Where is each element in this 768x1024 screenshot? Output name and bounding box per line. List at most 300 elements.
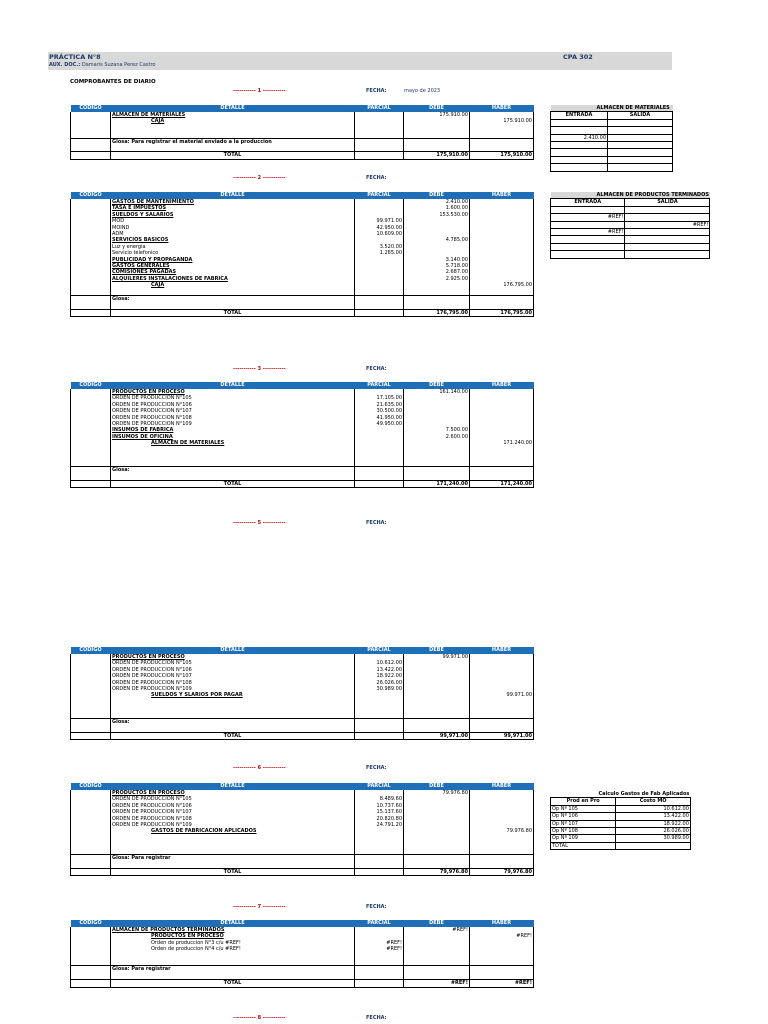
- codigo-cell: [71, 152, 111, 159]
- side-cell: [608, 134, 673, 141]
- parcial-cell: 41.950.00: [355, 415, 404, 421]
- side-row: [551, 214, 710, 221]
- total-debe: 175,910.00: [404, 152, 470, 159]
- detalle-cell: SUELDOS Y SALARIOS: [111, 212, 355, 218]
- side-cell: [551, 156, 608, 163]
- detalle-cell: SERVICIOS BASICOS: [111, 237, 355, 243]
- detalle-cell: [111, 459, 355, 466]
- blank-cell: [355, 861, 404, 868]
- column-header: DETALLE: [111, 105, 355, 112]
- glosa-text: Glosa:: [111, 296, 355, 303]
- side-col: SALIDA: [608, 112, 673, 119]
- parcial-cell: [355, 848, 404, 855]
- haber-cell: [470, 466, 534, 473]
- column-header: PARCIAL: [355, 647, 404, 654]
- side-title: ALMACEN DE PRODUCTOS TERMINADOS: [551, 192, 710, 199]
- blank-cell: [111, 302, 355, 309]
- column-header: DETALLE: [111, 647, 355, 654]
- haber-cell: [470, 855, 534, 862]
- codigo-cell: [71, 138, 111, 145]
- detalle-cell: ALMACEN DE MATERIALES: [111, 440, 355, 446]
- side-col: SALIDA: [625, 199, 710, 206]
- debe-cell: 175.910.00: [404, 112, 470, 118]
- codigo-cell: [71, 309, 111, 316]
- column-header: HABER: [470, 920, 534, 927]
- debe-cell: 3.140.00: [404, 257, 470, 263]
- column-header: CODIGO: [71, 920, 111, 927]
- parcial-cell: 26.026.00: [355, 680, 404, 686]
- detalle-cell: ORDEN DE PRODUCCION N°109: [111, 421, 355, 427]
- parcial-cell: #REF!: [355, 946, 404, 952]
- blank-cell: [71, 861, 111, 868]
- side-col: ENTRADA: [551, 112, 608, 119]
- journal-table-6: [70, 783, 534, 876]
- side-cell: [625, 214, 710, 221]
- column-header: DETALLE: [111, 920, 355, 927]
- blank-cell: [355, 473, 404, 480]
- fecha-label: FECHA:: [366, 765, 387, 771]
- blank-cell: [404, 725, 470, 732]
- entry-number: ----------- 2 -----------: [233, 175, 286, 181]
- side-cell: [608, 119, 673, 126]
- parcial-cell: [355, 712, 404, 719]
- side-cell: Op Nº 107: [551, 820, 616, 827]
- blank-cell: [470, 473, 534, 480]
- header-row: [71, 192, 534, 199]
- side-row: [551, 236, 710, 243]
- debe-cell: [404, 131, 470, 138]
- side-row: [551, 221, 710, 228]
- debe-cell: [404, 466, 470, 473]
- column-header: DEBE: [404, 382, 470, 389]
- column-header: DEBE: [404, 192, 470, 199]
- parcial-cell: 21.635.00: [355, 402, 404, 408]
- entry-number: ----------- 7 -----------: [233, 904, 286, 910]
- side-cell: [551, 149, 608, 156]
- side-title: Calculo Gastos de Fab Aplicados: [598, 791, 690, 797]
- total-label: TOTAL: [111, 480, 355, 487]
- detalle-cell: [111, 131, 355, 138]
- detalle-cell: ORDEN DE PRODUCCION N°108: [111, 816, 355, 822]
- detalle-cell: INSUMOS DE OFICINA: [111, 434, 355, 440]
- column-header: CODIGO: [71, 105, 111, 112]
- haber-cell: [470, 848, 534, 855]
- side-row: [551, 149, 673, 156]
- blank-cell: [404, 302, 470, 309]
- side-title: ALMACÉN DE MATERIALES: [551, 105, 673, 112]
- parcial-cell: [355, 868, 404, 875]
- side-cell: 18.922.00: [616, 820, 691, 827]
- side-row: [551, 229, 710, 236]
- detalle-cell: PUBLICIDAD Y PROPAGANDA: [111, 257, 355, 263]
- aux-name: Damaris Suzana Perez Castro: [81, 62, 156, 68]
- side-cell: [551, 127, 608, 134]
- detalle-cell: [111, 848, 355, 855]
- detalle-cell: PRODUCTOS EN PROCESO: [111, 933, 355, 939]
- side-cell: [551, 243, 625, 250]
- parcial-cell: 49.950.00: [355, 421, 404, 427]
- glosa-row: [71, 466, 534, 473]
- side-cell: [551, 164, 608, 171]
- column-header: HABER: [470, 192, 534, 199]
- blank-cell: [71, 145, 111, 152]
- column-header: DEBE: [404, 920, 470, 927]
- glosa-text: Glosa:: [111, 466, 355, 473]
- parcial-cell: [355, 459, 404, 466]
- detalle-cell: SUELDOS Y SLARIOS POR PAGAR: [111, 692, 355, 698]
- column-header: CODIGO: [71, 783, 111, 790]
- total-label: TOTAL: [111, 868, 355, 875]
- parcial-cell: 17.105.00: [355, 395, 404, 401]
- blank-cell: [404, 473, 470, 480]
- haber-cell: 79.976.80: [470, 828, 534, 834]
- total-row: [71, 309, 534, 316]
- column-header: DEBE: [404, 105, 470, 112]
- parcial-cell: [355, 719, 404, 726]
- parcial-cell: 24.791.20: [355, 822, 404, 828]
- side-row: [551, 206, 710, 213]
- codigo-cell: [71, 459, 111, 466]
- side-cell: [625, 251, 710, 258]
- side-col: Prod en Pro: [551, 798, 616, 805]
- detalle-cell: ORDEN DE PRODUCCION N°108: [111, 415, 355, 421]
- column-header: PARCIAL: [355, 783, 404, 790]
- column-header: PARCIAL: [355, 105, 404, 112]
- total-row: [71, 868, 534, 875]
- debe-cell: [404, 296, 470, 303]
- side-row: [551, 119, 673, 126]
- blank-cell: [71, 473, 111, 480]
- side-cell: [551, 236, 625, 243]
- course-code: CPA 302: [563, 53, 593, 61]
- header-row: [71, 783, 534, 790]
- side-row: [551, 156, 673, 163]
- side-cell: 26.026.00: [616, 828, 691, 835]
- total-label: TOTAL: [111, 152, 355, 159]
- side-cell: 13.422.00: [616, 813, 691, 820]
- parcial-cell: [355, 152, 404, 159]
- column-header: DETALLE: [111, 382, 355, 389]
- debe-cell: [404, 459, 470, 466]
- journal-table-2: [70, 192, 534, 317]
- haber-cell: [470, 959, 534, 966]
- glosa-row: [71, 855, 534, 862]
- fecha-label: FECHA:: [366, 520, 387, 526]
- detalle-cell: Orden de produccion N°4 c/u #REF!: [111, 946, 355, 952]
- total-label: TOTAL: [111, 732, 355, 739]
- side-title-row: [551, 192, 710, 199]
- blank-cell: [71, 725, 111, 732]
- column-header: DEBE: [404, 647, 470, 654]
- side-cell: [625, 206, 710, 213]
- fecha-label: FECHA:: [366, 175, 387, 181]
- side-cell: [551, 251, 625, 258]
- total-haber: 175,910.00: [470, 152, 534, 159]
- codigo-cell: [71, 480, 111, 487]
- side-row: [551, 243, 710, 250]
- debe-cell: [404, 959, 470, 966]
- side-cell: Op Nº 106: [551, 813, 616, 820]
- journal-row: [71, 848, 534, 855]
- total-debe: 176,795.00: [404, 309, 470, 316]
- haber-cell: [470, 459, 534, 466]
- parcial-cell: 10.737.60: [355, 803, 404, 809]
- side-cell: TOTAL: [551, 842, 616, 849]
- entry-number: ----------- 3 -----------: [233, 366, 286, 372]
- debe-cell: [404, 289, 470, 296]
- glosa-row: [71, 719, 534, 726]
- blank-cell: [111, 861, 355, 868]
- blank-cell: [111, 473, 355, 480]
- journal-table-5: [70, 647, 534, 740]
- detalle-cell: GASTOS DE MANTENIMIENTO: [111, 199, 355, 205]
- side-col-header: [551, 112, 673, 119]
- side-cell: [551, 142, 608, 149]
- codigo-cell: [71, 712, 111, 719]
- side-col: Costo MO: [616, 798, 691, 805]
- detalle-cell: ORDEN DE PRODUCCION N°109: [111, 822, 355, 828]
- detalle-cell: ORDEN DE PRODUCCION N°107: [111, 809, 355, 815]
- parcial-cell: [355, 466, 404, 473]
- debe-cell: [404, 712, 470, 719]
- total-debe: 171,240.00: [404, 480, 470, 487]
- side-col-header: [551, 798, 691, 805]
- side-cell: [616, 842, 691, 849]
- parcial-cell: [355, 289, 404, 296]
- fecha-label: FECHA:: [366, 366, 387, 372]
- detalle-cell: TASA E IMPUESTOS: [111, 205, 355, 211]
- codigo-cell: [71, 959, 111, 966]
- haber-cell: [470, 138, 534, 145]
- side-row: [551, 251, 710, 258]
- detalle-cell: [111, 959, 355, 966]
- parcial-cell: 10.612.00: [355, 660, 404, 666]
- haber-cell: 171.240.00: [470, 440, 534, 446]
- column-header: CODIGO: [71, 192, 111, 199]
- entry-number: ----------- 6 -----------: [233, 765, 286, 771]
- haber-cell: [470, 712, 534, 719]
- side-row: [551, 127, 673, 134]
- detalle-cell: ORDEN DE PRODUCCION N°108: [111, 680, 355, 686]
- side-cell: [625, 243, 710, 250]
- detalle-cell: [111, 712, 355, 719]
- parcial-cell: [355, 980, 404, 987]
- haber-cell: [470, 296, 534, 303]
- detalle-cell: INSUMOS DE FABRICA: [111, 427, 355, 433]
- detalle-cell: Orden de produccion N°3 c/u #REF!: [111, 940, 355, 946]
- column-header: DETALLE: [111, 783, 355, 790]
- debe-cell: [404, 848, 470, 855]
- journal-row: [71, 289, 534, 296]
- blank-cell: [404, 145, 470, 152]
- debe-cell: 153.530.00: [404, 212, 470, 218]
- header-row: [71, 382, 534, 389]
- parcial-cell: 18.922.00: [355, 673, 404, 679]
- blank-cell: [470, 861, 534, 868]
- total-debe: 99,971.00: [404, 732, 470, 739]
- detalle-cell: ORDEN DE PRODUCCION N°105: [111, 660, 355, 666]
- detalle-cell: ALQUILERES INSTALACIONES DE FABRICA: [111, 276, 355, 282]
- detalle-cell: CAJA: [111, 118, 355, 124]
- codigo-cell: [71, 466, 111, 473]
- journal-table-3: [70, 382, 534, 488]
- codigo-cell: [71, 131, 111, 138]
- detalle-cell: ORDEN DE PRODUCCION N°106: [111, 803, 355, 809]
- haber-cell: 176.795.00: [470, 282, 534, 288]
- debe-cell: 79.976.80: [404, 790, 470, 796]
- codigo-cell: [71, 732, 111, 739]
- codigo-cell: [71, 296, 111, 303]
- detalle-cell: Luz y energia: [111, 244, 355, 250]
- aux-label: AUX. DOC.:: [49, 62, 81, 68]
- detalle-cell: Servicio telefonico: [111, 250, 355, 256]
- detalle-cell: ORDEN DE PRODUCCION N°106: [111, 402, 355, 408]
- detalle-cell: GASTOS GENERALES: [111, 263, 355, 269]
- side-cell: Op Nº 108: [551, 828, 616, 835]
- debe-cell: [404, 719, 470, 726]
- total-debe: 79,976.80: [404, 868, 470, 875]
- blank-cell: [404, 861, 470, 868]
- debe-cell: 99.971.00: [404, 654, 470, 660]
- fecha-label: FECHA:: [366, 904, 387, 910]
- total-row: [71, 980, 534, 987]
- fecha-label: FECHA:: [366, 88, 387, 94]
- total-row: [71, 152, 534, 159]
- blank-cell: [111, 973, 355, 980]
- debe-cell: #REF!: [404, 927, 470, 933]
- haber-cell: [470, 966, 534, 973]
- glosa-text: Glosa: Para registrar: [111, 966, 355, 973]
- section-title: COMPROBANTES DE DIARIO: [70, 79, 156, 85]
- detalle-cell: ORDEN DE PRODUCCION N°107: [111, 673, 355, 679]
- parcial-cell: 99.971.00: [355, 218, 404, 224]
- glosa-row: [71, 966, 534, 973]
- blank-row: [71, 725, 534, 732]
- blank-cell: [470, 725, 534, 732]
- glosa-row: [71, 296, 534, 303]
- entry-number: ----------- 1 -----------: [233, 88, 286, 94]
- parcial-cell: 30.500.00: [355, 408, 404, 414]
- blank-cell: [111, 145, 355, 152]
- detalle-cell: ADM: [111, 231, 355, 237]
- haber-cell: 175.910.00: [470, 118, 534, 124]
- side-row: [551, 835, 691, 842]
- side-title-row: [551, 791, 691, 798]
- column-header: CODIGO: [71, 382, 111, 389]
- side-cell: Op Nº 109: [551, 835, 616, 842]
- debe-cell: [404, 966, 470, 973]
- entry-number: ----------- 5 -----------: [233, 520, 286, 526]
- blank-cell: [404, 973, 470, 980]
- parcial-cell: [355, 138, 404, 145]
- side-row: [551, 813, 691, 820]
- side-col-header: [551, 199, 710, 206]
- side-cell: [625, 229, 710, 236]
- side-cell: #REF!: [625, 221, 710, 228]
- glosa-text: Glosa:: [111, 719, 355, 726]
- debe-cell: [404, 138, 470, 145]
- debe-cell: 2.410.00: [404, 199, 470, 205]
- detalle-cell: ORDEN DE PRODUCCION N°106: [111, 667, 355, 673]
- parcial-cell: [355, 966, 404, 973]
- column-header: CODIGO: [71, 647, 111, 654]
- blank-cell: [71, 302, 111, 309]
- column-header: PARCIAL: [355, 920, 404, 927]
- fecha-value: mayo de 2023: [404, 88, 441, 94]
- total-row: [71, 480, 534, 487]
- entry-number: ----------- 8 -----------: [233, 1015, 286, 1021]
- side-cell: [608, 142, 673, 149]
- header-row: [71, 647, 534, 654]
- almacen-materiales-table: [550, 105, 673, 172]
- parcial-cell: #REF!: [355, 940, 404, 946]
- journal-table-1: [70, 105, 534, 160]
- parcial-cell: 20.820.80: [355, 816, 404, 822]
- debe-cell: 5.718.00: [404, 263, 470, 269]
- side-cell: [551, 119, 608, 126]
- side-cell: 30.989.00: [616, 835, 691, 842]
- side-cell: [625, 236, 710, 243]
- blank-cell: [355, 973, 404, 980]
- glosa-text: Glosa: Para registrar: [111, 855, 355, 862]
- side-cell: [608, 127, 673, 134]
- blank-cell: [470, 145, 534, 152]
- blank-cell: [355, 302, 404, 309]
- side-cell: #REF!: [551, 229, 625, 236]
- glosa-text: Glosa: Para registrar el material enviado a la produccion: [111, 138, 355, 145]
- total-label: TOTAL: [111, 980, 355, 987]
- side-cell: 2.410.00: [551, 134, 608, 141]
- detalle-cell: GASTOS DE FABRICACION APLICADOS: [111, 828, 355, 834]
- detalle-cell: COMISIONES PAGADAS: [111, 269, 355, 275]
- total-row: [71, 732, 534, 739]
- haber-cell: 99.971.00: [470, 692, 534, 698]
- blank-cell: [470, 973, 534, 980]
- total-label: TOTAL: [111, 309, 355, 316]
- parcial-cell: 3.520.00: [355, 244, 404, 250]
- blank-cell: [355, 145, 404, 152]
- parcial-cell: 13.422.00: [355, 667, 404, 673]
- codigo-cell: [71, 868, 111, 875]
- debe-cell: 4.785.00: [404, 237, 470, 243]
- parcial-cell: [355, 296, 404, 303]
- column-header: HABER: [470, 647, 534, 654]
- column-header: PARCIAL: [355, 382, 404, 389]
- blank-cell: [71, 973, 111, 980]
- side-row: [551, 842, 691, 849]
- blank-row: [71, 861, 534, 868]
- parcial-cell: 1.265.00: [355, 250, 404, 256]
- debe-cell: [404, 855, 470, 862]
- detalle-cell: PRODUCTOS EN PROCESO: [111, 389, 355, 395]
- detalle-cell: ORDEN DE PRODUCCION N°109: [111, 686, 355, 692]
- side-cell: [608, 164, 673, 171]
- total-haber: 171,240.00: [470, 480, 534, 487]
- side-row: [551, 164, 673, 171]
- debe-cell: 2.687.00: [404, 269, 470, 275]
- detalle-cell: ORDEN DE PRODUCCION N°105: [111, 796, 355, 802]
- haber-cell: [470, 719, 534, 726]
- header-row: [71, 920, 534, 927]
- side-cell: [608, 156, 673, 163]
- side-col: ENTRADA: [551, 199, 625, 206]
- blank-row: [71, 302, 534, 309]
- gastos-fab-table: [550, 791, 691, 850]
- parcial-cell: 42.950.00: [355, 225, 404, 231]
- parcial-cell: [355, 855, 404, 862]
- side-row: [551, 134, 673, 141]
- codigo-cell: [71, 848, 111, 855]
